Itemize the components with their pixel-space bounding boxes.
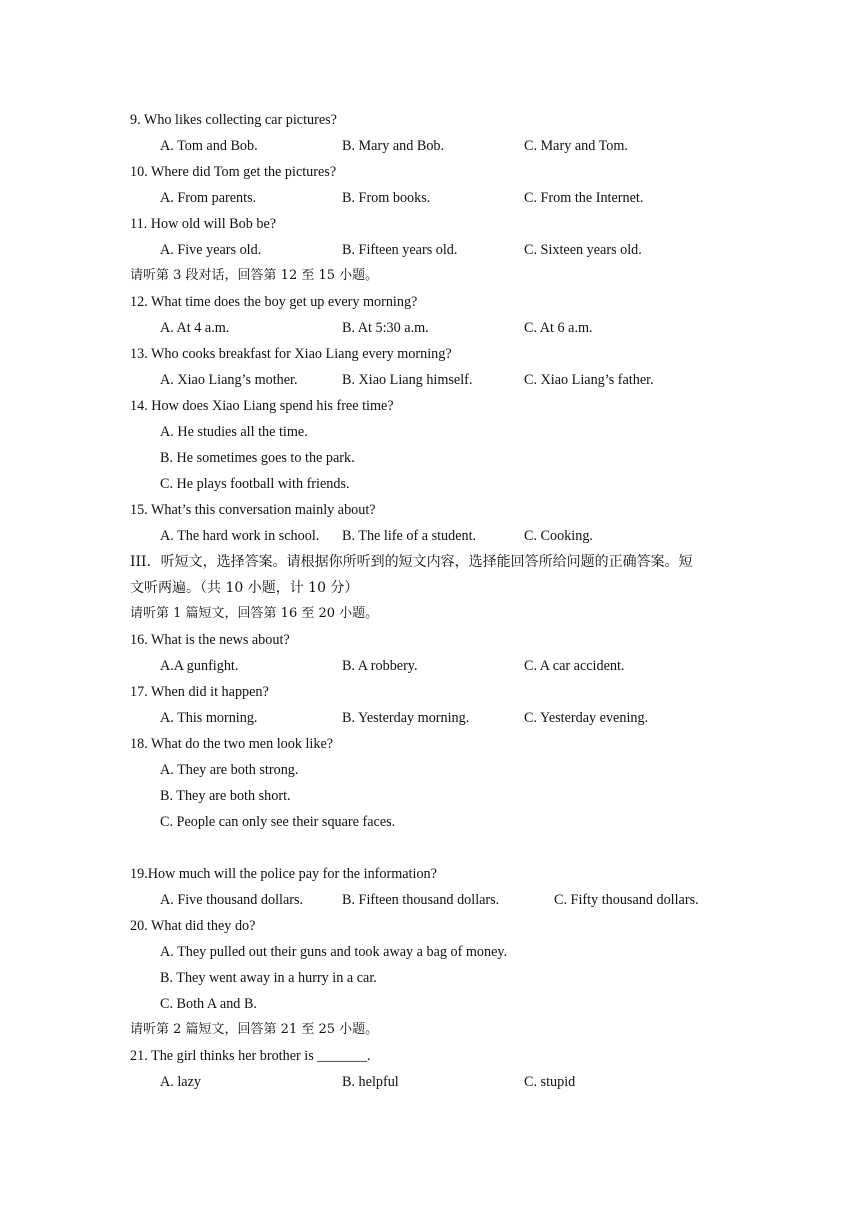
option-a: A. He studies all the time. [160,424,308,440]
option-a: A. They pulled out their guns and took away a bag of money. [160,944,508,960]
option-c: C. From the Internet. [524,190,644,206]
option-b: B. Fifteen thousand dollars. [342,892,500,908]
option-b: B. Fifteen years old. [342,242,458,258]
option-c: C. stupid [524,1074,576,1090]
option-c: C. Both A and B. [160,996,257,1012]
option-b: B. The life of a student. [342,528,477,544]
option-a: A. From parents. [160,190,257,206]
option-b: B. A robbery. [342,658,418,674]
option-b: B. They are both short. [160,788,291,804]
section-3-heading-line-2: 文听两遍。（共 10 小题，计 10 分） [130,580,359,596]
option-c: C. A car accident. [524,658,625,674]
option-b: B. He sometimes goes to the park. [160,450,355,466]
question-21: 21. The girl thinks her brother is _______. [130,1048,371,1064]
option-a: A. Xiao Liang’s mother. [160,372,298,388]
option-c: C. Xiao Liang’s father. [524,372,654,388]
passage-1-instruction: 请听第 1 篇短文，回答第 16 至 20 小题。 [130,606,379,621]
option-a: A.A gunfight. [160,658,239,674]
option-a: A. lazy [160,1074,201,1090]
option-c: C. Sixteen years old. [524,242,642,258]
option-b: B. Mary and Bob. [342,138,445,154]
option-c: C. Fifty thousand dollars. [554,892,699,908]
option-c: C. At 6 a.m. [524,320,593,336]
question-14: 14. How does Xiao Liang spend his free time? [130,398,394,414]
option-a: A. At 4 a.m. [160,320,230,336]
question-15: 15. What’s this conversation mainly about? [130,502,376,518]
option-b: B. Xiao Liang himself. [342,372,473,388]
option-b: B. At 5:30 a.m. [342,320,429,336]
question-11: 11. How old will Bob be? [130,216,277,232]
passage-2-instruction: 请听第 2 篇短文，回答第 21 至 25 小题。 [130,1022,379,1037]
option-c: C. People can only see their square faces. [160,814,396,830]
option-a: A. They are both strong. [160,762,299,778]
option-a: A. Five thousand dollars. [160,892,304,908]
question-16: 16. What is the news about? [130,632,290,648]
question-10: 10. Where did Tom get the pictures? [130,164,337,180]
option-b: B. They went away in a hurry in a car. [160,970,377,986]
option-c: C. He plays football with friends. [160,476,350,492]
question-13: 13. Who cooks breakfast for Xiao Liang every morning? [130,346,452,362]
option-b: B. Yesterday morning. [342,710,470,726]
option-a: A. The hard work in school. [160,528,320,544]
option-c: C. Mary and Tom. [524,138,628,154]
option-b: B. From books. [342,190,431,206]
question-19: 19.How much will the police pay for the information? [130,866,437,882]
question-17: 17. When did it happen? [130,684,269,700]
dialog-3-instruction: 请听第 3 段对话，回答第 12 至 15 小题。 [130,268,379,283]
option-a: A. Five years old. [160,242,262,258]
option-c: C. Yesterday evening. [524,710,649,726]
option-a: A. Tom and Bob. [160,138,258,154]
option-c: C. Cooking. [524,528,593,544]
question-12: 12. What time does the boy get up every morning? [130,294,418,310]
option-b: B. helpful [342,1074,399,1090]
question-20: 20. What did they do? [130,918,256,934]
option-a: A. This morning. [160,710,258,726]
question-9: 9. Who likes collecting car pictures? [130,112,337,128]
section-3-heading-line-1: III．听短文，选择答案。请根据你所听到的短文内容，选择能回答所给问题的正确答案。短 [130,554,693,570]
question-18: 18. What do the two men look like? [130,736,334,752]
